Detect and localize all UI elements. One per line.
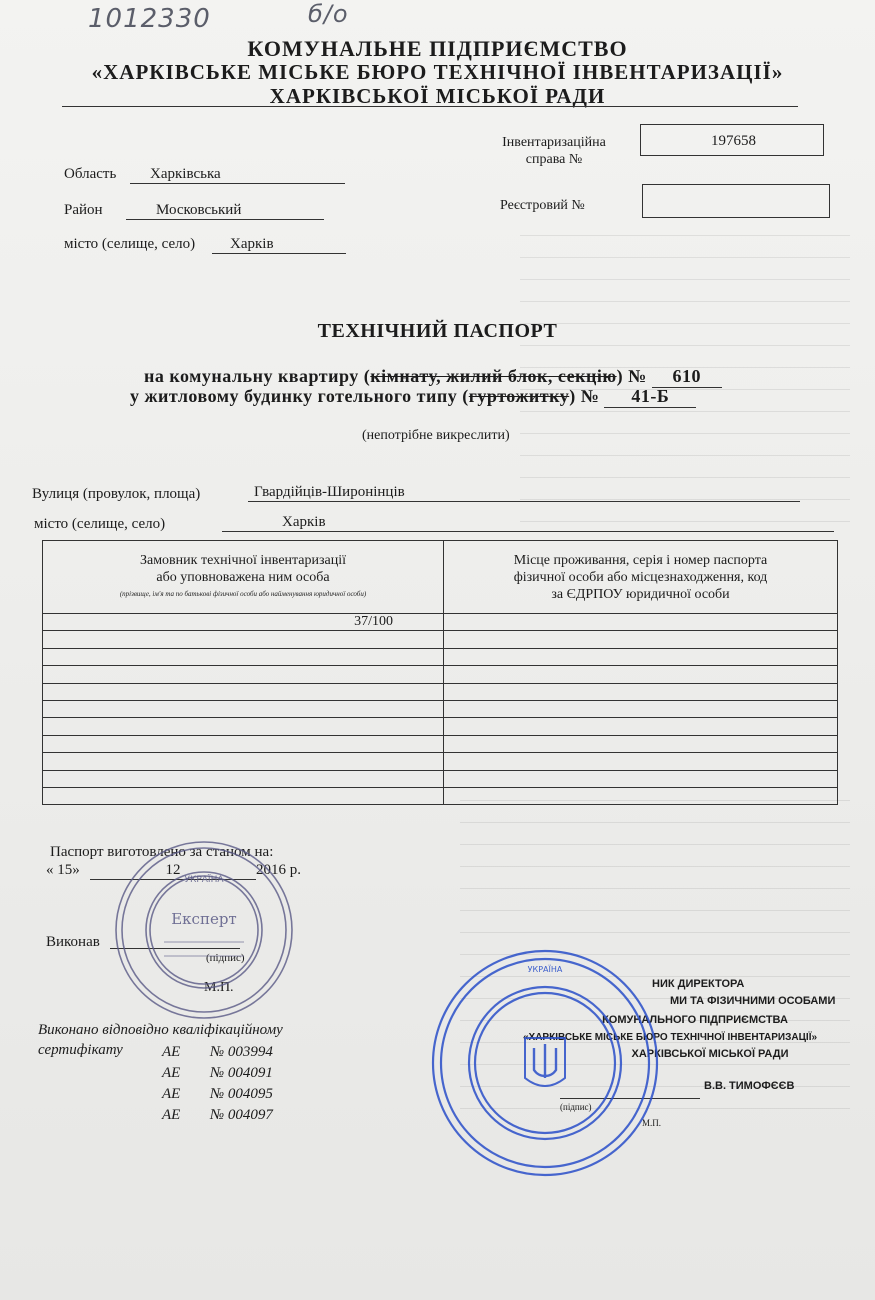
passport-line-2: [130, 386, 696, 408]
strike-note: (непотрібне викреслити): [362, 428, 510, 443]
table-cell: [444, 666, 838, 683]
table-row: [43, 700, 838, 717]
col1-header-line1: Замовник технічної інвентаризації: [139, 552, 347, 568]
col2-header-line2: фізичної особи або місцезнаходження, код: [513, 569, 768, 585]
passport-title: ТЕХНІЧНИЙ ПАСПОРТ: [317, 320, 558, 342]
table-cell: [444, 753, 838, 770]
customer-table: [42, 540, 838, 805]
city-value: Харків: [212, 236, 346, 254]
table-cell: [43, 753, 444, 770]
table-cell: [43, 787, 444, 804]
table-cell: [444, 700, 838, 717]
inventory-label-line2: справа №: [525, 152, 583, 167]
prepared-month: 12: [90, 862, 256, 880]
table-cell: [43, 648, 444, 665]
table-row: [43, 631, 838, 648]
table-cell: [444, 683, 838, 700]
raion-value: Московський: [126, 202, 324, 220]
col2-header-line3: за ЄДРПОУ юридичної особи: [551, 586, 730, 602]
registry-label: Реєстровий №: [500, 198, 585, 213]
executor-mp: М.П.: [204, 980, 234, 995]
director-line-3: КОМУНАЛЬНОГО ПІДПРИЄМСТВА: [602, 1014, 788, 1026]
prepared-year: 2016 р.: [256, 862, 301, 878]
street-value: Гвардійців-Широнінців: [248, 484, 800, 502]
table-header-row: [43, 541, 838, 614]
director-mp: М.П.: [642, 1118, 662, 1128]
line2-suffix: ) №: [569, 386, 600, 406]
table-cell: [444, 718, 838, 735]
table-cell: [444, 614, 838, 631]
table-row: [43, 718, 838, 735]
col2-header-line1: Місце проживання, серія і номер паспорта: [513, 552, 768, 568]
table-cell: [43, 735, 444, 752]
line1-struck: кімнату, жилий блок, секцію: [370, 366, 617, 386]
table-row: [43, 735, 838, 752]
address-city-value: Харків: [222, 514, 834, 532]
prepared-day: « 15»: [46, 862, 80, 878]
handwritten-number: 1012330: [88, 4, 211, 34]
prepared-label: Паспорт виготовлено за станом на:: [50, 844, 274, 860]
director-line-5: ХАРКІВСЬКОЇ МІСЬКОЇ РАДИ: [631, 1048, 789, 1060]
table-cell: [43, 683, 444, 700]
table-row: [43, 683, 838, 700]
cert-item: АЕ № 004097: [162, 1107, 273, 1123]
expert-stamp-country: УКРАЇНА: [184, 875, 224, 885]
trident-emblem: [525, 1038, 565, 1086]
header-divider: [62, 106, 798, 107]
line2-struck: гуртожитку: [468, 386, 570, 406]
inventory-number-box: 197658: [640, 124, 824, 156]
director-name: В.В. ТИМОФЄЄВ: [704, 1080, 795, 1092]
line1-suffix: ) №: [616, 366, 647, 386]
col1-header-line2: або уповноважена ним особа: [156, 569, 330, 585]
table-cell: [444, 787, 838, 804]
line2-prefix: у житловому будинку готельного типу (: [130, 386, 469, 406]
expert-stamp-word: Експерт: [171, 910, 237, 928]
table-row: [43, 614, 838, 631]
cert-line-2: сертифікату: [38, 1042, 123, 1058]
row1-share: 37/100: [43, 614, 444, 631]
table-cell: [444, 648, 838, 665]
org-line-3: ХАРКІВСЬКОЇ МІСЬКОЇ РАДИ: [269, 84, 606, 108]
registry-number-box: [642, 184, 830, 218]
table-cell: [43, 700, 444, 717]
table-cell: [43, 718, 444, 735]
cert-line-1: Виконано відповідно кваліфікаційному: [38, 1022, 283, 1038]
table-cell: [444, 735, 838, 752]
oblast-label: Область: [64, 166, 117, 182]
col1-header: [43, 541, 444, 614]
cert-item: АЕ № 004095: [162, 1086, 273, 1102]
address-city-label: місто (селище, село): [34, 516, 166, 532]
line1-prefix: на комунальну квартиру (: [144, 366, 371, 386]
cert-item: АЕ № 004091: [162, 1065, 273, 1081]
handwritten-mark: б/о: [308, 0, 349, 28]
org-line-2: «ХАРКІВСЬКЕ МІСЬКЕ БЮРО ТЕХНІЧНОЇ ІНВЕНТАРИЗАЦІЇ»: [91, 60, 784, 84]
street-label: Вулиця (провулок, площа): [32, 486, 201, 502]
table-row: [43, 770, 838, 787]
cert-item: АЕ № 003994: [162, 1044, 273, 1060]
col1-header-note: (прізвище, ім'я та по батькові фізичної особи або найменування юридичної особи): [119, 589, 367, 598]
expert-stamp: [112, 838, 296, 1022]
passport-line-1: [144, 366, 722, 388]
executor-label: Виконав: [46, 934, 100, 950]
org-line-1: КОМУНАЛЬНЕ ПІДПРИЄМСТВО: [247, 36, 628, 61]
table-cell: [43, 770, 444, 787]
oblast-value: Харківська: [130, 166, 345, 184]
table-cell: [444, 770, 838, 787]
director-line-1: НИК ДИРЕКТОРА: [652, 978, 745, 990]
table-row: [43, 753, 838, 770]
seal-country: УКРАЇНА: [527, 965, 563, 974]
apartment-number: 610: [652, 366, 722, 388]
city-label: місто (селище, село): [64, 236, 196, 252]
table-cell: [43, 631, 444, 648]
inventory-label-line1: Інвентаризаційна: [502, 135, 606, 150]
table-row: [43, 787, 838, 804]
director-line-4: «ХАРКІВСЬКЕ МІСЬКЕ БЮРО ТЕХНІЧНОЇ ІНВЕНТАРИЗАЦІЇ»: [522, 1032, 818, 1043]
table-row: [43, 648, 838, 665]
director-line-2: МИ ТА ФІЗИЧНИМИ ОСОБАМИ: [670, 995, 836, 1007]
director-signature-hint: (підпис): [560, 1102, 592, 1112]
inventory-label: [494, 134, 614, 168]
organization-seal: [428, 946, 662, 1180]
cert-list: [162, 1042, 273, 1126]
table-row: [43, 666, 838, 683]
raion-label: Район: [64, 202, 103, 218]
executor-signature-hint: (підпис): [206, 952, 245, 964]
building-number: 41-Б: [604, 386, 696, 408]
table-cell: [444, 631, 838, 648]
col2-header: [444, 541, 838, 614]
table-cell: [43, 666, 444, 683]
